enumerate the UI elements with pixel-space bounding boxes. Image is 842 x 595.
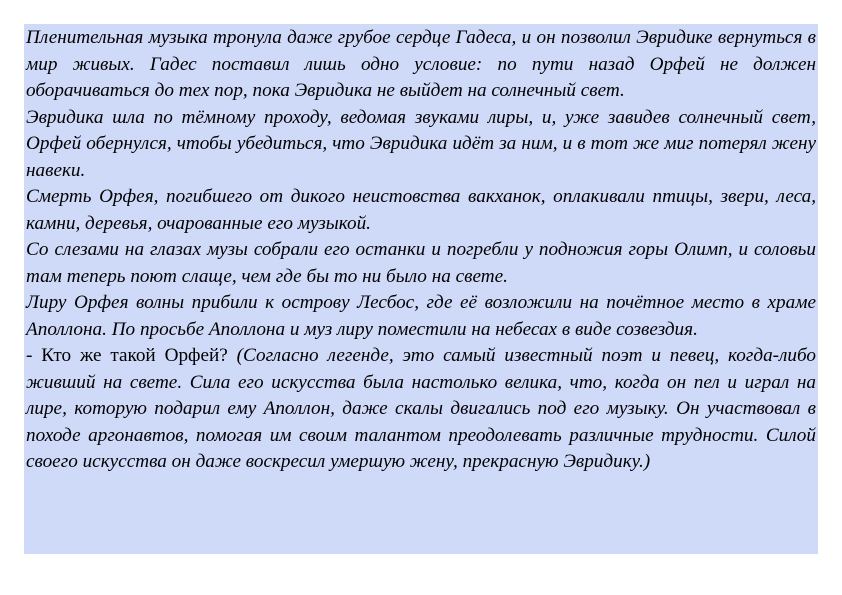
text-block bbox=[24, 24, 818, 554]
answer-text: (Согласно легенде, это самый известный поэт и певец, когда-либо живший на свете. Сила его искусства была настолько велика, что, когда он пел и играл на лире, которую подарил ему Аполлон, даже скалы двигались под его музыку. Он участвовал в походе аргонавтов, помогая им своим талантом преодолевать различные трудности. Силой своего искусства он даже воскресил умершую жену, прекрасную Эвридику.) bbox=[26, 345, 817, 472]
paragraph-hades-condition: Пленительная музыка тронула даже грубое сердце Гадеса, и он позволил Эвридике вернуться в мир живых. Гадес поставил лишь одно условие: по пути назад Орфей не должен оборачиваться до тех пор, пока Эвридика не выйдет на солнечный свет. bbox=[26, 27, 816, 101]
paragraph-eurydice-lost: Эвридика шла по тёмному проходу, ведомая звуками лиры, и, уже завидев солнечный свет, Орфей обернулся, чтобы убедиться, что Эвридика идёт за ним, и в тот же миг потерял жену навеки. bbox=[26, 106, 816, 181]
paragraph-orpheus-death: Смерть Орфея, погибшего от дикого неистовства вакханок, оплакивали птицы, звери, леса, камни, деревья, очарованные его музыкой. bbox=[26, 186, 816, 234]
paragraph-lyre-constellation: Лиру Орфея волны прибили к острову Лесбос, где её возложили на почётное место в храме Аполлона. По просьбе Аполлона и муз лиру поместили на небесах в виде созвездия. bbox=[26, 292, 816, 340]
paragraph-burial: Со слезами на глазах музы собрали его останки и погребли у подножия горы Олимп, и соловьи там теперь поют слаще, чем где бы то ни было на свете. bbox=[26, 239, 816, 287]
question-text: - Кто же такой Орфей? bbox=[26, 345, 228, 366]
paragraph-who-is-orpheus bbox=[26, 343, 816, 476]
